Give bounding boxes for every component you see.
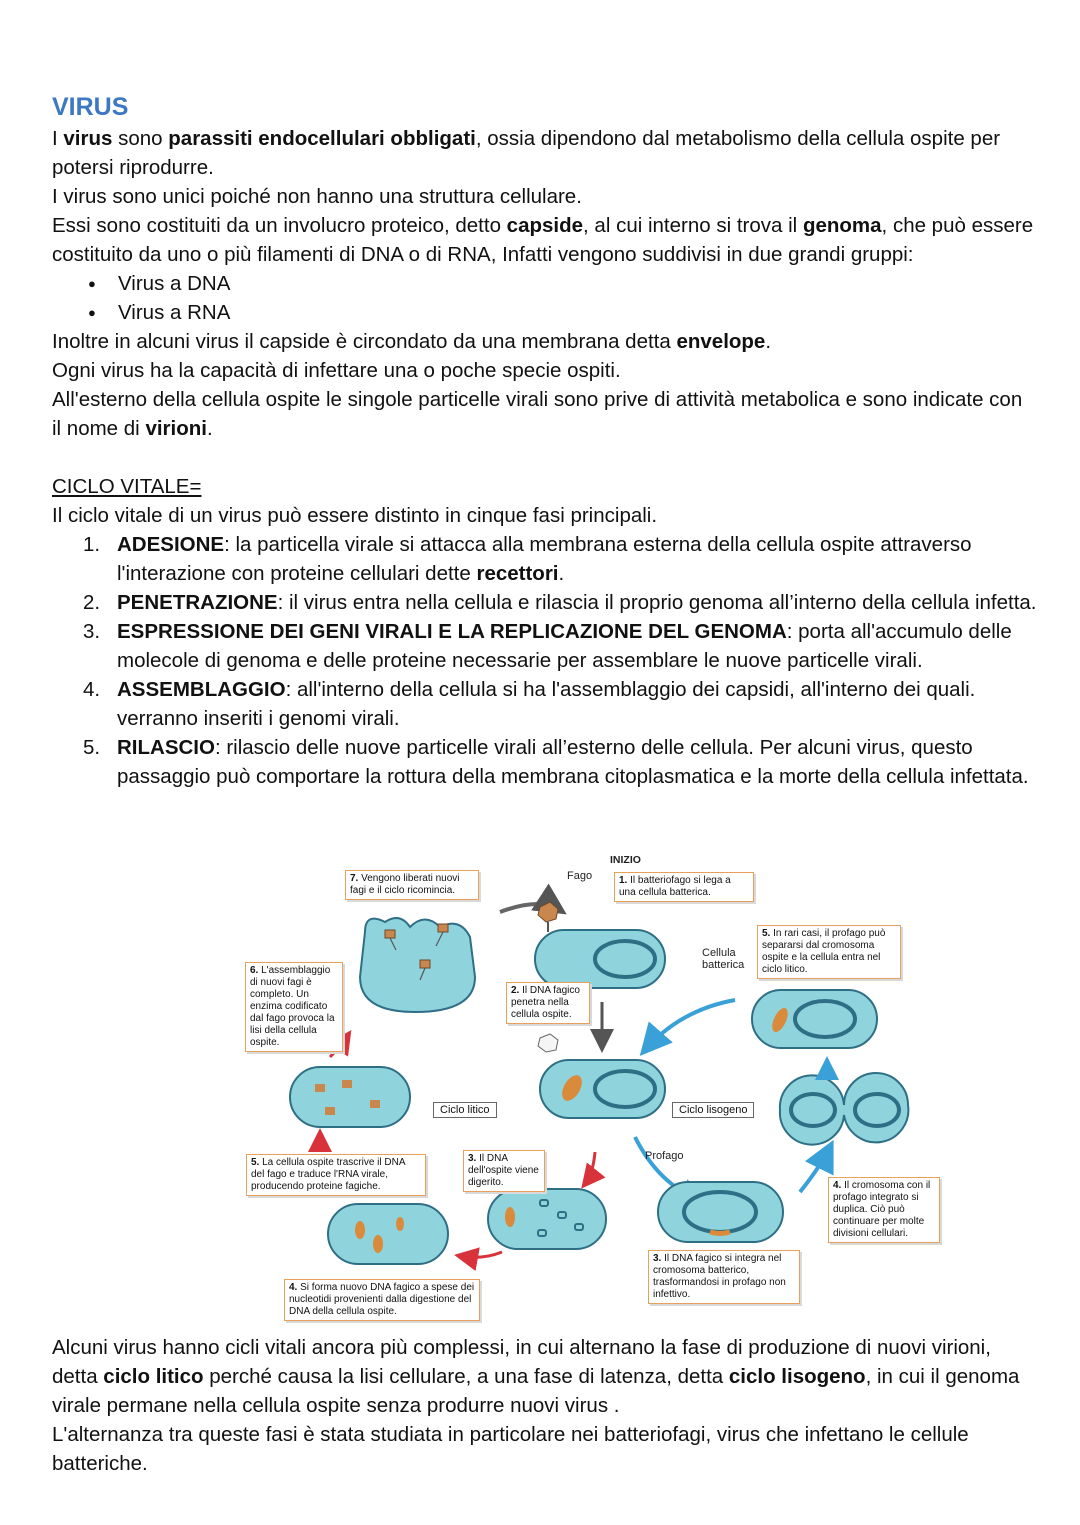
- caption-lysogenic-4: 4. Il cromosoma con il profago integrato si duplica. Ciò può continuare per molte divisioni cellulari.: [828, 1177, 940, 1243]
- list-item: 4. ASSEMBLAGGIO: all'interno della cellula si ha l'assemblaggio dei capsidi, all'interno dei quali. verranno inseriti i genomi virali.: [83, 678, 976, 730]
- outro-paragraph-1: Alcuni virus hanno cicli vitali ancora più complessi, in cui alternano la fase di produzione di nuovi virioni, detta ciclo litico perché causa la lisi cellulare, a una fase di latenza, detta ciclo lisogeno, in cui il genoma virale permane nella cellula ospite senza produrre nuovi virus .: [52, 1336, 1020, 1417]
- start-label: INIZIO: [610, 854, 641, 866]
- cell-prophage: [658, 1182, 783, 1242]
- intro-paragraph-3: Essi sono costituiti da un involucro proteico, detto capside, al cui interno si trova il genoma, che può essere costituito da uno o più filamenti di DNA o di RNA, Infatti vengono suddivisi in due grandi gruppi:: [52, 214, 1034, 266]
- cycle-steps-list: [52, 530, 1037, 791]
- page-title: VIRUS: [52, 93, 129, 121]
- virus-types-list: [52, 269, 1037, 327]
- lytic-cycle-tag: Ciclo litico: [433, 1102, 497, 1118]
- outro-paragraph-2: L'alternanza tra queste fasi è stata studiata in particolare nei batteriofagi, virus che infettano le cellule batteriche.: [52, 1423, 969, 1475]
- document-body: [52, 90, 1037, 791]
- caption-lytic-6: 6. L'assemblaggio di nuovi fagi è completo. Un enzima codificato dal fago provoca la lisi della cellula ospite.: [245, 962, 343, 1052]
- phage-label: Fago: [567, 870, 593, 882]
- phage-cycle-diagram: [240, 852, 945, 1322]
- intro-paragraph-1: I virus sono parassiti endocellulari obbligati, ossia dipendono dal metabolismo della cellula ospite per potersi riprodurre.: [52, 127, 1001, 179]
- list-item: 1. ADESIONE: la particella virale si attacca alla membrana esterna della cellula ospite attraverso l'interazione con proteine cellulari dette recettori.: [83, 533, 972, 585]
- intro-paragraph-5: Ogni virus ha la capacità di infettare una o poche specie ospiti.: [52, 359, 621, 382]
- intro-paragraph-6: All'esterno della cellula ospite le singole particelle virali sono prive di attività metabolica e sono indicate con il nome di virioni.: [52, 388, 1023, 440]
- caption-step-2: 2. Il DNA fagico penetra nella cellula ospite.: [506, 982, 590, 1024]
- bacterial-cell-label: Cellula batterica: [702, 947, 745, 971]
- prophage-label: Profago: [645, 1150, 684, 1162]
- caption-lytic-5: 5. La cellula ospite trascrive il DNA del fago e traduce l'RNA virale, producendo proteine fagiche.: [246, 1154, 426, 1196]
- cell-digested-dna: [488, 1189, 606, 1249]
- cycle-lead: Il ciclo vitale di un virus può essere distinto in cinque fasi principali.: [52, 504, 658, 527]
- section-heading: CICLO VITALE=: [52, 475, 202, 498]
- list-item: ● Virus a DNA: [118, 269, 1037, 298]
- intro-paragraph-4: Inoltre in alcuni virus il capside è circondato da una membrana detta envelope.: [52, 330, 772, 353]
- cell-new-dna: [328, 1204, 448, 1264]
- lysed-cell: [360, 918, 475, 1012]
- cell-phage-proteins: [290, 1067, 410, 1127]
- list-item: 5. RILASCIO: rilascio delle nuove particelle virali all’esterno delle cellula. Per alcuni virus, questo passaggio può comportare la rottura della membrana citoplasmatica e la morte della cellula infettata.: [83, 736, 1029, 788]
- list-item: 3. ESPRESSIONE DEI GENI VIRALI E LA REPLICAZIONE DEL GENOMA: porta all'accumulo delle molecole di genoma e delle proteine necessarie per assemblare le nuove particelle virali.: [83, 620, 1012, 672]
- diagram-graphics: [240, 852, 945, 1322]
- list-item: ● Virus a RNA: [118, 298, 1037, 327]
- caption-lytic-4: 4. Si forma nuovo DNA fagico a spese dei nucleotidi provenienti dalla digestione del DNA della cellula ospite.: [284, 1279, 480, 1321]
- list-item: 2. PENETRAZIONE: il virus entra nella cellula e rilascia il proprio genoma all’interno della cellula infetta.: [83, 591, 1037, 614]
- caption-step-1: 1. Il batteriofago si lega a una cellula batterica.: [614, 872, 754, 902]
- host-cell-attach: [535, 902, 665, 988]
- closing-text: [52, 1333, 1037, 1478]
- caption-lysogenic-3: 3. Il DNA fagico si integra nel cromosoma batterico, trasformandosi in profago non infettivo.: [648, 1250, 800, 1304]
- caption-lysogenic-5: 5. In rari casi, il profago può separarsi dal cromosoma ospite e la cellula entra nel ciclo litico.: [757, 925, 901, 979]
- cell-excision: [752, 990, 877, 1048]
- intro-paragraph-2: I virus sono unici poiché non hanno una struttura cellulare.: [52, 185, 582, 208]
- caption-lytic-7: 7. Vengono liberati nuovi fagi e il ciclo ricomincia.: [345, 870, 479, 900]
- caption-lytic-3: 3. Il DNA dell'ospite viene digerito.: [463, 1150, 545, 1192]
- cell-dividing: [780, 1073, 908, 1145]
- lysogenic-cycle-tag: Ciclo lisogeno: [672, 1102, 754, 1118]
